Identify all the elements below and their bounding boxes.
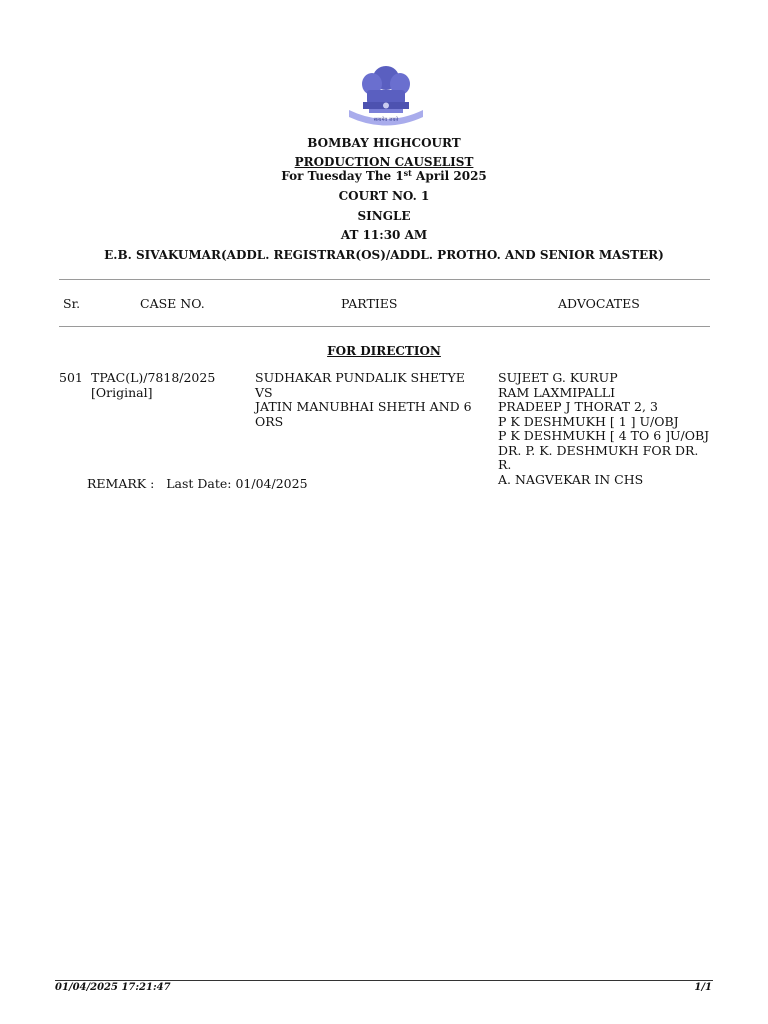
- case-note: [Original]: [91, 384, 153, 400]
- case-remark: [87, 477, 308, 492]
- presiding-officer: E.B. SIVAKUMAR(ADDL. REGISTRAR(OS)/ADDL. PROTHO. AND SENIOR MASTER): [104, 248, 664, 262]
- remark-value: Last Date: 01/04/2025: [166, 476, 308, 491]
- advocate-line: PRADEEP J THORAT 2, 3: [498, 399, 658, 414]
- footer-rule: [55, 980, 713, 981]
- case-advocates: [498, 371, 713, 487]
- party-line: ORS: [255, 413, 284, 429]
- court-name: BOMBAY HIGHCOURT: [307, 136, 461, 150]
- column-sr: Sr.: [63, 296, 81, 311]
- advocate-line: P K DESHMUKH [ 4 TO 6 ]U/OBJ: [498, 428, 710, 443]
- footer-page-number: 1/1: [694, 982, 712, 993]
- party-line: JATIN MANUBHAI SHETH AND 6: [255, 399, 472, 414]
- list-type: PRODUCTION CAUSELIST: [294, 155, 474, 169]
- table-header-bottom-rule: [59, 326, 710, 327]
- column-advocates: ADVOCATES: [558, 296, 640, 311]
- bench-type: SINGLE: [357, 209, 411, 223]
- party-line: SUDHAKAR PUNDALIK SHETYE: [255, 370, 465, 385]
- advocate-line: P K DESHMUKH [ 1 ] U/OBJ: [498, 413, 679, 429]
- date-suffix: st: [403, 168, 412, 178]
- column-parties: PARTIES: [341, 296, 398, 311]
- ashoka-emblem-icon: [345, 62, 427, 130]
- case-parties: [255, 371, 480, 429]
- advocate-line: RAM LAXMIPALLI: [498, 384, 616, 400]
- emblem-motto: सत्यमेव जयते: [373, 117, 399, 123]
- column-case-no: CASE NO.: [140, 296, 205, 311]
- table-top-rule: [59, 279, 710, 280]
- party-line: VS: [255, 384, 273, 400]
- case-number-text: TPAC(L)/7818/2025: [91, 370, 216, 385]
- advocate-line: DR. P. K. DESHMUKH FOR DR. R.: [498, 442, 699, 472]
- sitting-time: AT 11:30 AM: [340, 228, 428, 242]
- case-sr: 501: [59, 370, 83, 385]
- remark-label: REMARK :: [87, 476, 155, 491]
- advocate-line: SUJEET G. KURUP: [498, 370, 618, 385]
- date-prefix: For Tuesday The 1: [281, 169, 404, 183]
- list-date: [0, 169, 768, 183]
- court-number: COURT NO. 1: [338, 189, 430, 203]
- case-number: [91, 371, 215, 400]
- section-title: FOR DIRECTION: [327, 344, 441, 358]
- date-rest: April 2025: [411, 169, 487, 183]
- footer-timestamp: 01/04/2025 17:21:47: [55, 982, 171, 993]
- advocate-line: A. NAGVEKAR IN CHS: [498, 471, 644, 487]
